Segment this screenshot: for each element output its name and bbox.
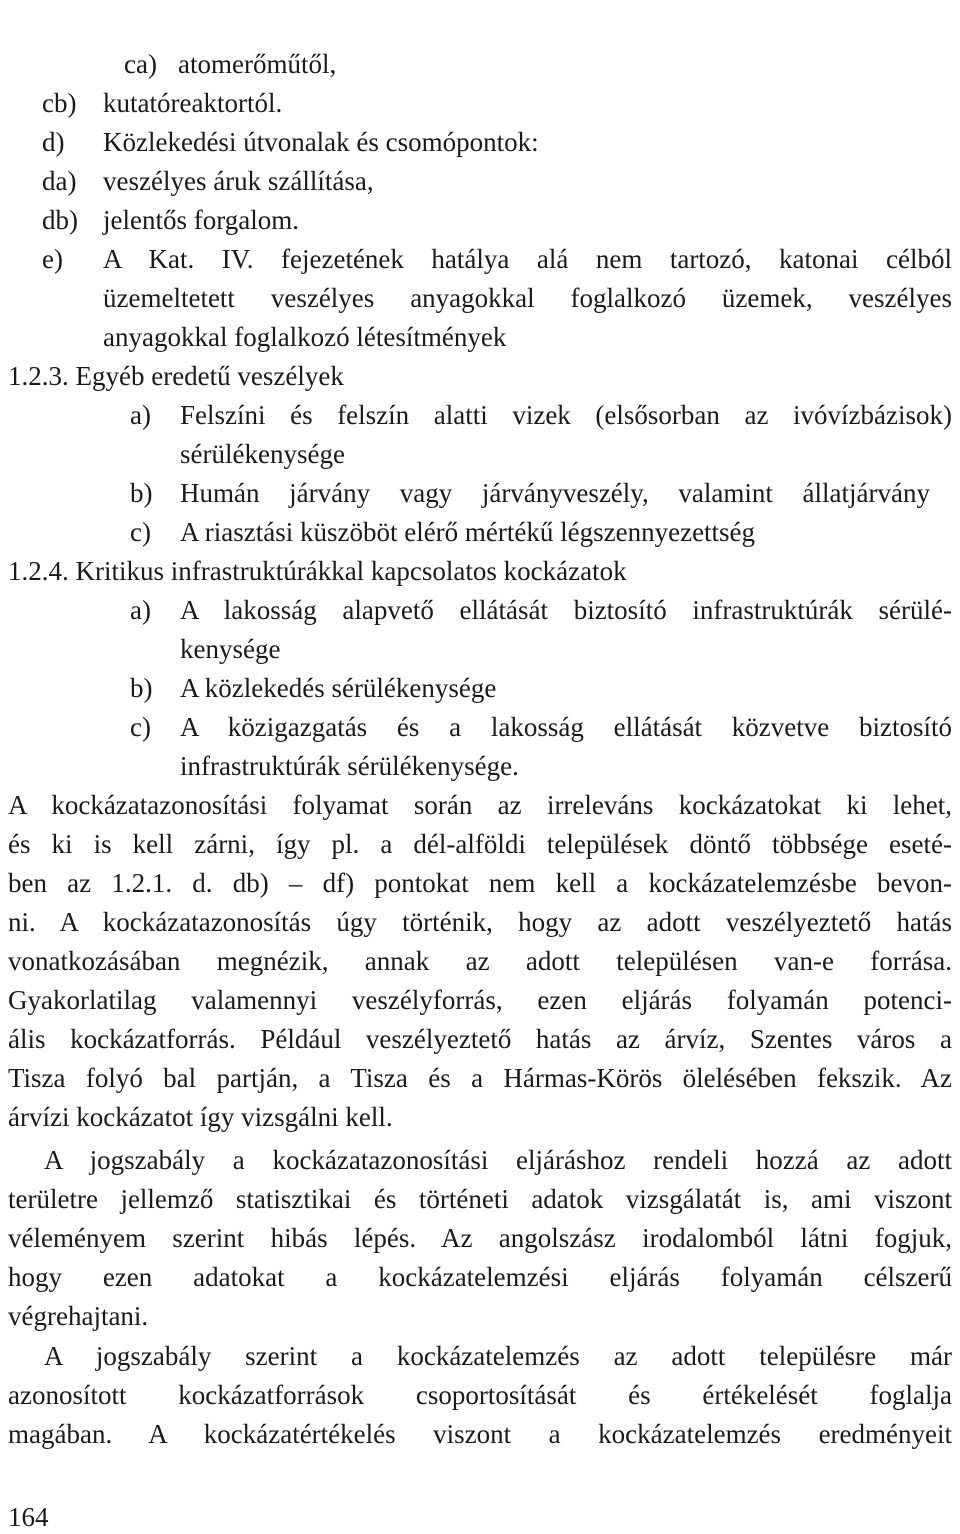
- list-marker: cb): [42, 88, 77, 118]
- text-line: magában. A kockázatértékelés viszont a kockázatelemzés eredményeit: [8, 1419, 952, 1449]
- list-marker: e): [42, 244, 63, 274]
- page-number: 164: [8, 1502, 49, 1532]
- text-line: árvízi kockázatot így vizsgálni kell.: [8, 1102, 393, 1132]
- text-line: infrastruktúrák sérülékenysége.: [180, 751, 519, 781]
- list-marker: d): [42, 127, 65, 157]
- text-line: Humán járvány vagy járványveszély, valamint állatjárvány: [180, 478, 930, 508]
- text-line: és ki is kell zárni, így pl. a dél-alföldi települések döntő többsége eseté-: [8, 829, 952, 859]
- list-marker: a): [130, 595, 151, 625]
- text-line: veszélyes áruk szállítása,: [103, 166, 374, 196]
- text-line: anyagokkal foglalkozó létesítmények: [103, 322, 507, 352]
- list-marker: c): [130, 712, 151, 742]
- list-marker: b): [130, 478, 153, 508]
- text-line: A jogszabály szerint a kockázatelemzés az adott településre már: [44, 1341, 952, 1371]
- text-line: kutatóreaktortól.: [103, 88, 283, 118]
- list-marker: b): [130, 673, 153, 703]
- text-line: azonosított kockázatforrások csoportosítását és értékelését foglalja: [8, 1380, 952, 1410]
- text-line: Felszíni és felszín alatti vizek (elsősorban az ivóvízbázisok): [180, 400, 952, 430]
- text-line: Közlekedési útvonalak és csomópontok:: [103, 127, 539, 157]
- text-line: sérülékenysége: [180, 439, 345, 469]
- list-marker: ca): [124, 49, 157, 79]
- text-line: A közlekedés sérülékenysége: [180, 673, 497, 703]
- text-line: területre jellemző statisztikai és történeti adatok vizsgálatát is, ami viszont: [8, 1184, 952, 1214]
- text-line: Tisza folyó bal partján, a Tisza és a Hármas-Körös ölelésében fekszik. Az: [8, 1063, 952, 1093]
- list-marker: da): [42, 166, 77, 196]
- text-line: Gyakorlatilag valamennyi veszélyforrás, ezen eljárás folyamán potenci-: [8, 985, 952, 1015]
- text-line: A jogszabály a kockázatazonosítási eljáráshoz rendeli hozzá az adott: [44, 1145, 952, 1175]
- text-line: jelentős forgalom.: [103, 205, 299, 235]
- text-line: véleményem szerint hibás lépés. Az angolszász irodalomból látni fogjuk,: [8, 1223, 952, 1253]
- text-line: A Kat. IV. fejezetének hatálya alá nem tartozó, katonai célból: [103, 244, 952, 274]
- text-line: ben az 1.2.1. d. db) – df) pontokat nem kell a kockázatelemzésbe bevon-: [8, 868, 952, 898]
- text-line: hogy ezen adatokat a kockázatelemzési eljárás folyamán célszerű: [8, 1262, 952, 1292]
- text-line: ni. A kockázatazonosítás úgy történik, hogy az adott veszélyeztető hatás: [8, 907, 952, 937]
- text-line: A közigazgatás és a lakosság ellátását közvetve biztosító: [180, 712, 952, 742]
- list-marker: a): [130, 400, 151, 430]
- text-line: A lakosság alapvető ellátását biztosító infrastruktúrák sérülé-: [180, 595, 952, 625]
- text-line: végrehajtani.: [8, 1301, 149, 1331]
- text-line: 1.2.3. Egyéb eredetű veszélyek: [8, 361, 344, 391]
- text-line: kenysége: [180, 634, 281, 664]
- text-line: A kockázatazonosítási folyamat során az irreleváns kockázatokat ki lehet,: [8, 790, 952, 820]
- text-line: atomerőműtől,: [178, 49, 337, 79]
- list-marker: c): [130, 517, 151, 547]
- text-line: ális kockázatforrás. Például veszélyeztető hatás az árvíz, Szentes város a: [8, 1024, 952, 1054]
- text-line: üzemeltetett veszélyes anyagokkal foglalkozó üzemek, veszélyes: [103, 283, 952, 313]
- text-line: 1.2.4. Kritikus infrastruktúrákkal kapcsolatos kockázatok: [8, 556, 627, 586]
- text-line: vonatkozásában megnézik, annak az adott településen van-e forrása.: [8, 946, 952, 976]
- list-marker: db): [42, 205, 78, 235]
- text-line: A riasztási küszöböt elérő mértékű légszennyezettség: [180, 517, 756, 547]
